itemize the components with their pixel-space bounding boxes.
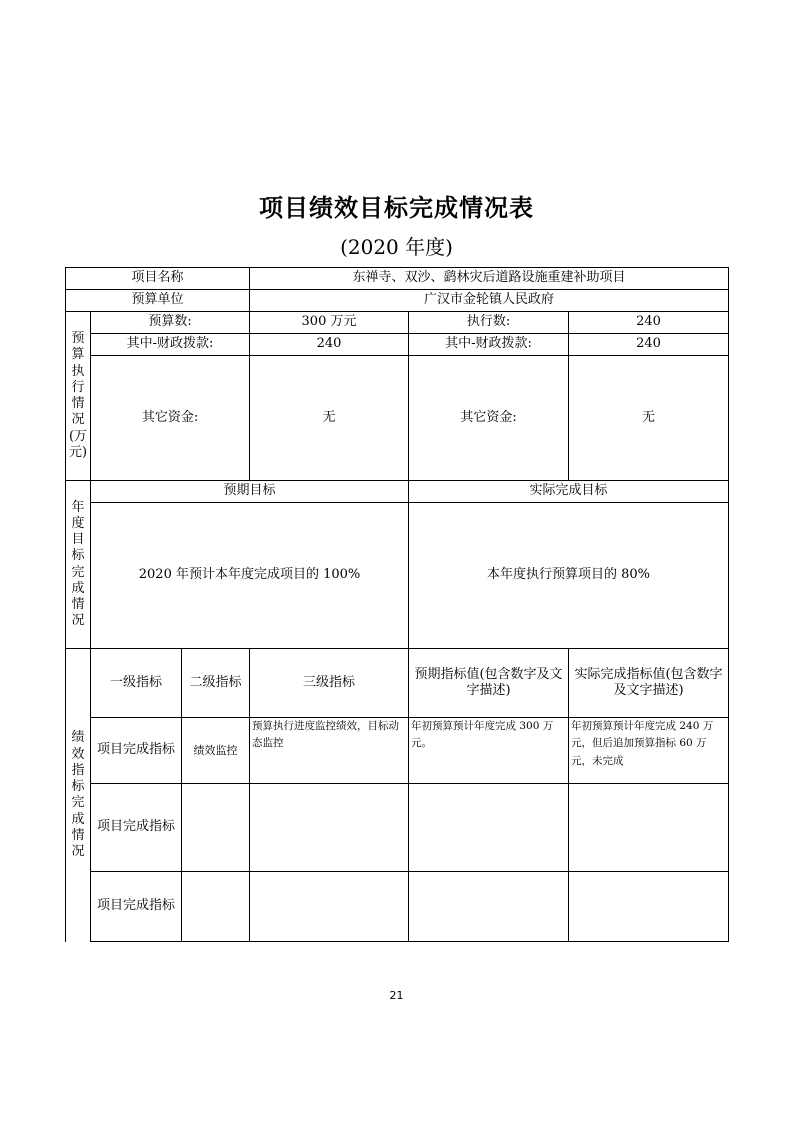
- table-row: [66, 290, 729, 312]
- indicator-header-level3: 三级指标: [250, 649, 409, 718]
- fiscal-allocation-value: 240: [250, 334, 409, 356]
- other-funds-label: 其它资金:: [91, 356, 250, 481]
- annual-goal-side-label: 年度目标完成情况: [66, 481, 91, 649]
- page-subtitle: (2020 年度): [340, 235, 453, 259]
- other-funds-label-2: 其它资金:: [409, 356, 569, 481]
- actual-goal-text: 本年度执行预算项目的 80%: [409, 503, 729, 649]
- executed-amount-label: 执行数:: [409, 312, 569, 334]
- indicator-level1: 项目完成指标: [91, 872, 182, 942]
- performance-table: [65, 267, 729, 942]
- indicator-actual: [569, 784, 729, 872]
- indicator-level2: [182, 784, 250, 872]
- indicator-expected: 年初预算预计年度完成 300 万元。: [409, 718, 569, 784]
- indicator-side-label: 绩效指标完成情况: [66, 649, 91, 942]
- indicator-actual: [569, 872, 729, 942]
- indicator-actual: 年初预算预计年度完成 240 万元，但后追加预算指标 60 万元，未完成: [569, 718, 729, 784]
- table-row: [66, 356, 729, 481]
- budget-amount-value: 300 万元: [250, 312, 409, 334]
- indicator-level1: 项目完成指标: [91, 718, 182, 784]
- budget-amount-label: 预算数:: [91, 312, 250, 334]
- indicator-header-level2: 二级指标: [182, 649, 250, 718]
- expected-goal-header: 预期目标: [91, 481, 409, 503]
- indicator-header-level1: 一级指标: [91, 649, 182, 718]
- budget-unit-value: 广汉市金轮镇人民政府: [250, 290, 729, 312]
- fiscal-allocation-label: 其中-财政拨款:: [91, 334, 250, 356]
- fiscal-allocation-value-2: 240: [569, 334, 729, 356]
- budget-unit-label: 预算单位: [66, 290, 250, 312]
- indicator-level3: [250, 872, 409, 942]
- table-row: [66, 481, 729, 503]
- indicator-level1: 项目完成指标: [91, 784, 182, 872]
- indicator-level3: 预算执行进度监控绩效，目标动态监控: [250, 718, 409, 784]
- executed-amount-value: 240: [569, 312, 729, 334]
- table-row: [66, 872, 729, 942]
- project-name-value: 东禅寺、双沙、鹞林灾后道路设施重建补助项目: [250, 268, 729, 290]
- budget-execution-side-label: 预算执行情况(万元): [66, 312, 91, 481]
- actual-goal-header: 实际完成目标: [409, 481, 729, 503]
- indicator-expected: [409, 784, 569, 872]
- page-number: 21: [389, 989, 404, 1002]
- indicator-header-expected: 预期指标值(包含数字及文字描述): [409, 649, 569, 718]
- indicator-header-actual: 实际完成指标值(包含数字及文字描述): [569, 649, 729, 718]
- table-row: [66, 649, 729, 718]
- table-row: [66, 784, 729, 872]
- indicator-expected: [409, 872, 569, 942]
- other-funds-value-2: 无: [569, 356, 729, 481]
- fiscal-allocation-label-2: 其中-财政拨款:: [409, 334, 569, 356]
- indicator-level2: 绩效监控: [182, 718, 250, 784]
- other-funds-value: 无: [250, 356, 409, 481]
- table-row: [66, 268, 729, 290]
- indicator-level2: [182, 872, 250, 942]
- indicator-level3: [250, 784, 409, 872]
- table-row: [66, 503, 729, 649]
- expected-goal-text: 2020 年预计本年度完成项目的 100%: [91, 503, 409, 649]
- table-row: [66, 718, 729, 784]
- project-name-label: 项目名称: [66, 268, 250, 290]
- table-row: [66, 334, 729, 356]
- table-row: [66, 312, 729, 334]
- page-title: 项目绩效目标完成情况表: [259, 194, 534, 222]
